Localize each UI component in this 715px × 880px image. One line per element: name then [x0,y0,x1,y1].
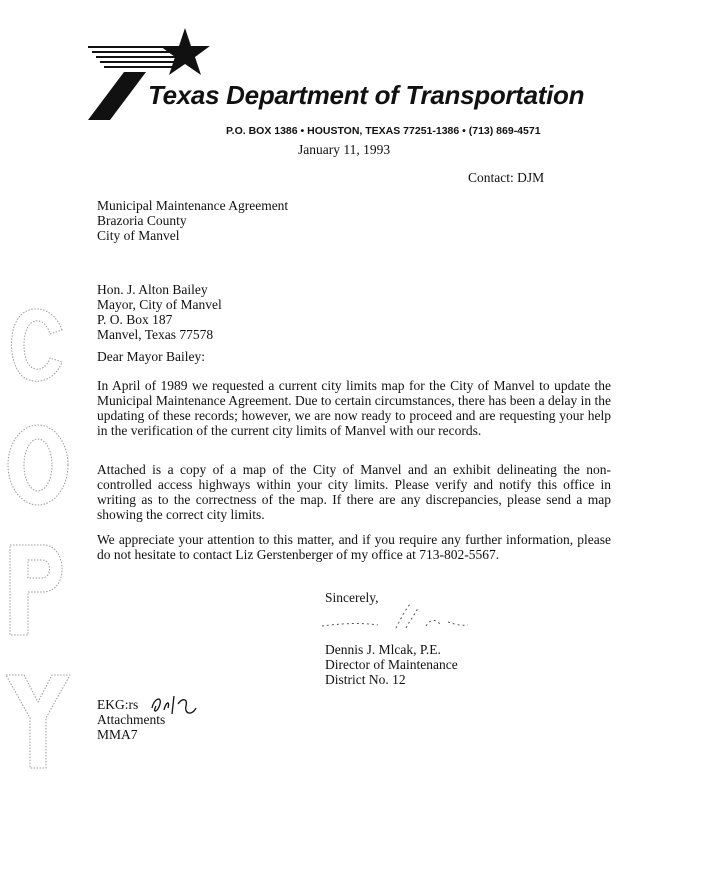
signatory-block [325,642,458,687]
recipient-line: Hon. J. Alton Bailey [97,282,208,297]
reference-line: MMA7 [97,727,138,742]
recipient-line: Manvel, Texas 77578 [97,327,214,342]
subject-line: City of Manvel [97,228,180,243]
body-paragraph: In April of 1989 we requested a current city limits map for the City of Manvel to update the Municipal Maintenance Agreement. Due to certain circumstances, there has been a delay in the updating of these records; however, we are now ready to proceed and are requesting your help in the verification of the current city limits of Manvel with our records. [97,378,611,438]
signatory-line: District No. 12 [325,672,406,687]
letter-date: January 11, 1993 [298,142,391,157]
body-paragraph: We appreciate your attention to this matter, and if you require any further information, please do not hesitate to contact Liz Gerstenberger of my office at 713-802-5567. [97,532,611,562]
subject-line: Brazoria County [97,213,187,228]
copy-stamp-icon [0,290,80,770]
salutation: Dear Mayor Bailey: [97,349,205,364]
handwritten-initials-icon [148,690,208,720]
reference-initials: EKG:rs [97,697,139,712]
signatory-line: Dennis J. Mlcak, P.E. [325,642,441,657]
body-paragraph: Attached is a copy of a map of the City of Manvel and an exhibit delineating the non-controlled access highways within your city limits. Please verify and notify this office in writing as to the correctness of the map. If there are any discrepancies, please send a map showing the correct city limits. [97,462,611,522]
signatory-line: Director of Maintenance [325,657,458,672]
subject-line: Municipal Maintenance Agreement [97,198,289,213]
contact-line: Contact: DJM [468,170,545,185]
closing: Sincerely, [325,590,379,605]
reference-line: Attachments [97,712,166,727]
recipient-address [97,282,222,342]
subject-block [97,198,288,243]
letterhead-address: P.O. BOX 1386 • HOUSTON, TEXAS 77251-1386 • (713) 869-4571 [226,125,541,137]
recipient-line: P. O. Box 187 [97,312,173,327]
signature-icon [318,598,498,638]
agency-name: Texas Department of Transportation [148,80,585,110]
recipient-line: Mayor, City of Manvel [97,297,222,312]
